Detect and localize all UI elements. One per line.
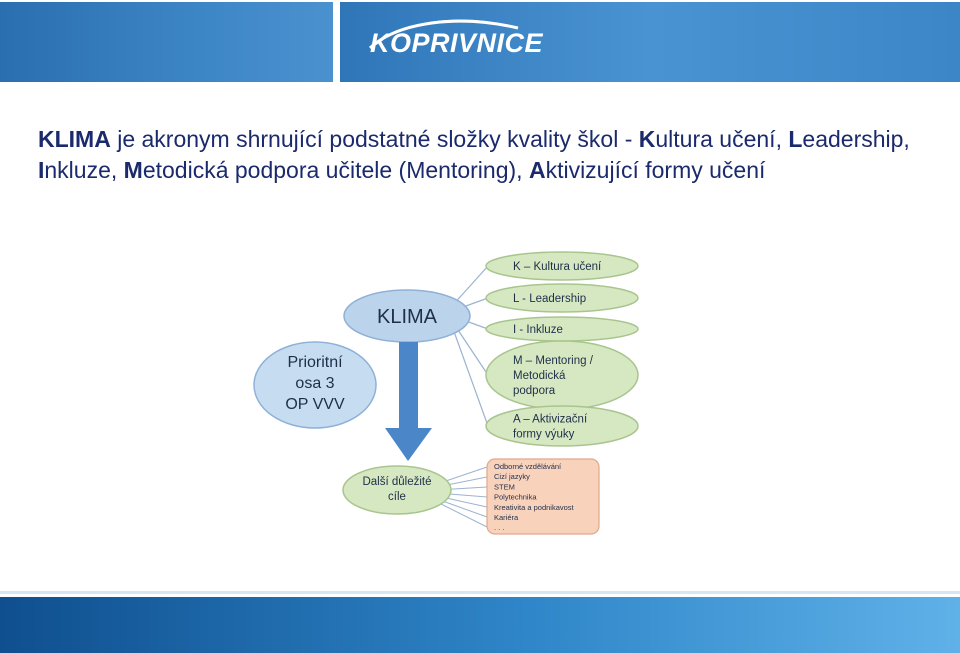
priority-axis-label: OP VVV	[285, 396, 345, 413]
goals-list-item: Cizí jazyky	[494, 472, 530, 482]
title-bold-segment: K	[638, 126, 656, 152]
priority-axis-label: osa 3	[295, 375, 335, 392]
logo-text: KOPRIVNICE	[370, 28, 544, 58]
title-segment: ktivizující formy učení	[545, 157, 766, 183]
further-goals-label: Další důležité	[362, 476, 432, 488]
goals-list-item: STEM	[494, 482, 515, 492]
further-goals-label: cíle	[388, 491, 406, 503]
title-segment: je akronym shrnující podstatné složky kvality škol -	[110, 126, 639, 152]
title-bold-segment: L	[788, 126, 803, 152]
title-segment: nkluze,	[44, 157, 124, 183]
goals-list-item: . . .	[494, 523, 505, 533]
component-label-i: I - Inkluze	[513, 324, 563, 336]
title-segment: ultura učení,	[655, 126, 789, 152]
arrow-shaft	[399, 342, 418, 430]
title-bold-segment: M	[123, 157, 143, 183]
component-label-l: L - Leadership	[513, 293, 587, 305]
footer-divider	[0, 591, 960, 594]
arrow-head	[385, 428, 432, 461]
goals-list-item: Kreativita a podnikavost	[494, 502, 574, 512]
further-goals-node	[343, 466, 451, 514]
title-bold-segment: I	[38, 157, 45, 183]
klima-label: KLIMA	[376, 306, 438, 328]
connector-line	[452, 326, 488, 426]
priority-axis-label: Prioritní	[287, 354, 343, 371]
goals-list-item: Kariéra	[494, 513, 519, 522]
component-label-m: M – Mentoring /	[513, 355, 593, 367]
title-segment: eadership,	[802, 126, 910, 152]
component-label-k: K – Kultura učení	[513, 261, 602, 273]
component-label-a: formy výuky	[513, 428, 575, 441]
title-bold-segment: KLIMA	[38, 126, 111, 152]
title-segment: etodická podpora učitele (Mentoring),	[142, 157, 529, 183]
component-label-m: podpora	[513, 385, 556, 397]
goals-list-item: Polytechnika	[494, 492, 537, 502]
goals-list-item: Odborné vzdělávání	[494, 462, 562, 471]
component-label-a: A – Aktivizační	[513, 413, 588, 426]
title-bold-segment: A	[528, 157, 546, 183]
footer-band	[0, 597, 960, 653]
component-label-m: Metodická	[513, 370, 566, 382]
